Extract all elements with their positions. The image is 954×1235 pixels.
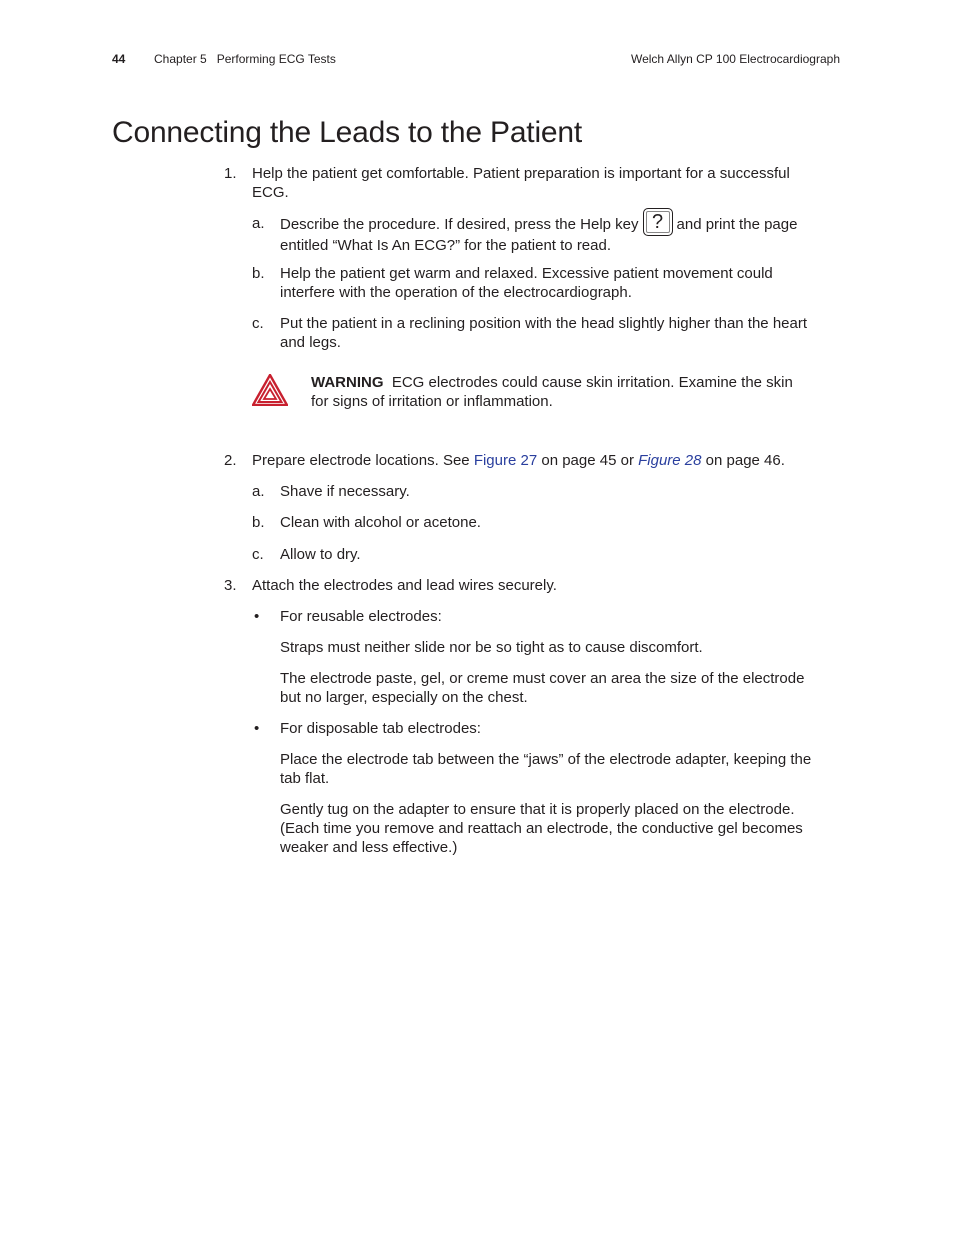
step-1c-text bbox=[280, 314, 842, 352]
step-2-number: 2. bbox=[224, 452, 237, 469]
figure-28-link[interactable]: Figure 28 bbox=[638, 452, 702, 469]
step-1-line-2: ECG. bbox=[252, 184, 289, 201]
step-2-mid: on page 45 or bbox=[541, 452, 634, 469]
bullet-1-para-1: Straps must neither slide nor be so tight as to cause discomfort. bbox=[280, 639, 703, 656]
bullet-2-para-2-line-3: weaker and less effective.) bbox=[280, 839, 458, 856]
step-2-after: on page 46. bbox=[705, 452, 785, 469]
warning-label: WARNING bbox=[311, 374, 384, 391]
bullet-2-para-1-line-2: tab flat. bbox=[280, 770, 330, 787]
step-3-text: Attach the electrodes and lead wires securely. bbox=[252, 577, 557, 594]
help-key-icon: ? bbox=[643, 208, 673, 236]
bullet-2-para-2-line-2: (Each time you remove and reattach an electrode, the conductive gel becomes bbox=[280, 820, 803, 837]
page-number: 44 bbox=[112, 52, 126, 66]
bullet-2-para-2-line-1: Gently tug on the adapter to ensure that it is properly placed on the electrode. bbox=[280, 801, 795, 818]
step-2b-text: Clean with alcohol or acetone. bbox=[280, 514, 481, 531]
warning-line-2: for signs of irritation or inflammation. bbox=[311, 393, 553, 410]
bullet-2-text: For disposable tab electrodes: bbox=[280, 720, 481, 737]
step-2b-marker: b. bbox=[252, 514, 265, 531]
step-2-before: Prepare electrode locations. See bbox=[252, 452, 470, 469]
step-1b-marker: b. bbox=[252, 265, 265, 282]
step-2c-text: Allow to dry. bbox=[280, 546, 361, 563]
step-1a-text bbox=[280, 211, 842, 255]
bullet-2-para-1-line-1: Place the electrode tab between the “jaws” of the electrode adapter, keeping the bbox=[280, 751, 812, 768]
step-1c-line-2: and legs. bbox=[280, 334, 341, 351]
bullet-1-para-2-line-1: The electrode paste, gel, or creme must cover an area the size of the electrode bbox=[280, 670, 805, 687]
chapter-title: Chapter 5 Performing ECG Tests bbox=[154, 52, 336, 66]
book-title: Welch Allyn CP 100 Electrocardiograph bbox=[630, 52, 840, 66]
bullet-1-text: For reusable electrodes: bbox=[280, 608, 442, 625]
running-header bbox=[0, 52, 954, 70]
page-title: Connecting the Leads to the Patient bbox=[112, 116, 583, 149]
bullet-1-para-2-line-2: but no larger, especially on the chest. bbox=[280, 689, 528, 706]
figure-27-link[interactable]: Figure 27 bbox=[473, 452, 538, 469]
step-2-text bbox=[252, 451, 842, 470]
warning-line-1: ECG electrodes could cause skin irritation. Examine the skin bbox=[391, 374, 793, 391]
step-1a-after: and print the page bbox=[676, 215, 798, 233]
step-2c-marker: c. bbox=[252, 546, 264, 563]
step-1b-line-2: interfere with the operation of the electrocardiograph. bbox=[280, 284, 632, 301]
warning-triangle-icon bbox=[252, 374, 288, 406]
step-1a-marker: a. bbox=[252, 215, 265, 232]
bullet-1-para-2 bbox=[280, 669, 842, 707]
step-1a-before: Describe the procedure. If desired, press the Help key bbox=[280, 215, 639, 233]
step-1-text bbox=[252, 164, 842, 202]
step-3-number: 3. bbox=[224, 577, 237, 594]
bullet-2-para-1 bbox=[280, 750, 842, 788]
step-2a-text: Shave if necessary. bbox=[280, 483, 410, 500]
bullet-2-marker: • bbox=[254, 720, 260, 737]
step-1c-marker: c. bbox=[252, 315, 264, 332]
warning-text bbox=[311, 373, 831, 411]
step-1b-text bbox=[280, 264, 842, 302]
bullet-2-para-2 bbox=[280, 800, 842, 857]
bullet-1-marker: • bbox=[254, 608, 260, 625]
step-1c-line-1: Put the patient in a reclining position with the head slightly higher than the heart bbox=[280, 315, 808, 332]
step-1b-line-1: Help the patient get warm and relaxed. Excessive patient movement could bbox=[280, 265, 773, 282]
step-1a-line-2: entitled “What Is An ECG?” for the patient to read. bbox=[280, 237, 612, 254]
step-2a-marker: a. bbox=[252, 483, 265, 500]
step-1-line-1: Help the patient get comfortable. Patient preparation is important for a successful bbox=[252, 165, 790, 182]
step-1-number: 1. bbox=[224, 165, 237, 182]
